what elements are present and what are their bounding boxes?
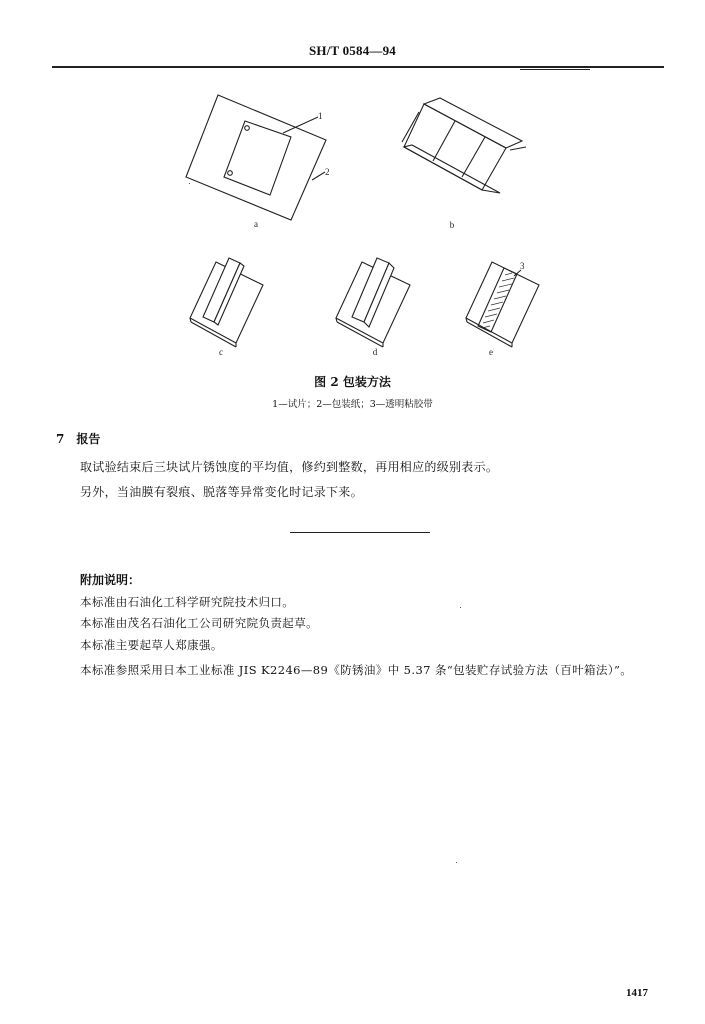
section-heading [56,430,100,447]
section-paragraph: 取试验结束后三块试片锈蚀度的平均值，修约到整数，再用相应的级别表示。 [80,460,499,474]
scan-speck [460,607,461,608]
drawing-d [336,258,410,347]
scan-speck [456,862,457,863]
note-line: 本标准由石油化工科学研究院技术归口。 [80,595,295,609]
section-title: 报告 [76,432,101,446]
header-standard-code: SH/T 0584—94 [308,43,397,58]
figure-2-drawings [0,0,705,370]
scan-speck [189,183,190,184]
sublabel-b: b [449,220,455,230]
page-number: 1417 [626,987,648,999]
section-divider [290,532,430,533]
drawing-a [186,95,326,220]
callout-1: 1 [318,111,323,121]
note-line: 本标准由茂名石油化工公司研究院负责起草。 [80,616,318,630]
note-line: 本标准参照采用日本工业标准 JIS K2246—89《防锈油》中 5.37 条“包装贮存试验方法（百叶箱法）”。 [80,663,633,677]
sublabel-e: e [489,347,493,357]
drawing-e [466,262,539,347]
sublabel-d: d [372,347,378,357]
drawing-c [190,258,263,347]
drawing-b [402,98,526,193]
sublabel-c: c [219,347,223,357]
callout-3: 3 [520,261,525,271]
note-line: 本标准主要起草人郑康强。 [80,638,223,652]
sublabel-a: a [254,219,258,229]
figure-caption: 图 2 包装方法 [314,375,391,389]
section-paragraph: 另外，当油膜有裂痕、脱落等异常变化时记录下来。 [80,485,363,499]
callout-2: 2 [325,167,330,177]
section-number: 7 [56,432,65,446]
notes-title: 附加说明： [80,573,141,587]
figure-legend: 1—试片；2—包装纸；3—透明粘胶带 [272,399,433,410]
